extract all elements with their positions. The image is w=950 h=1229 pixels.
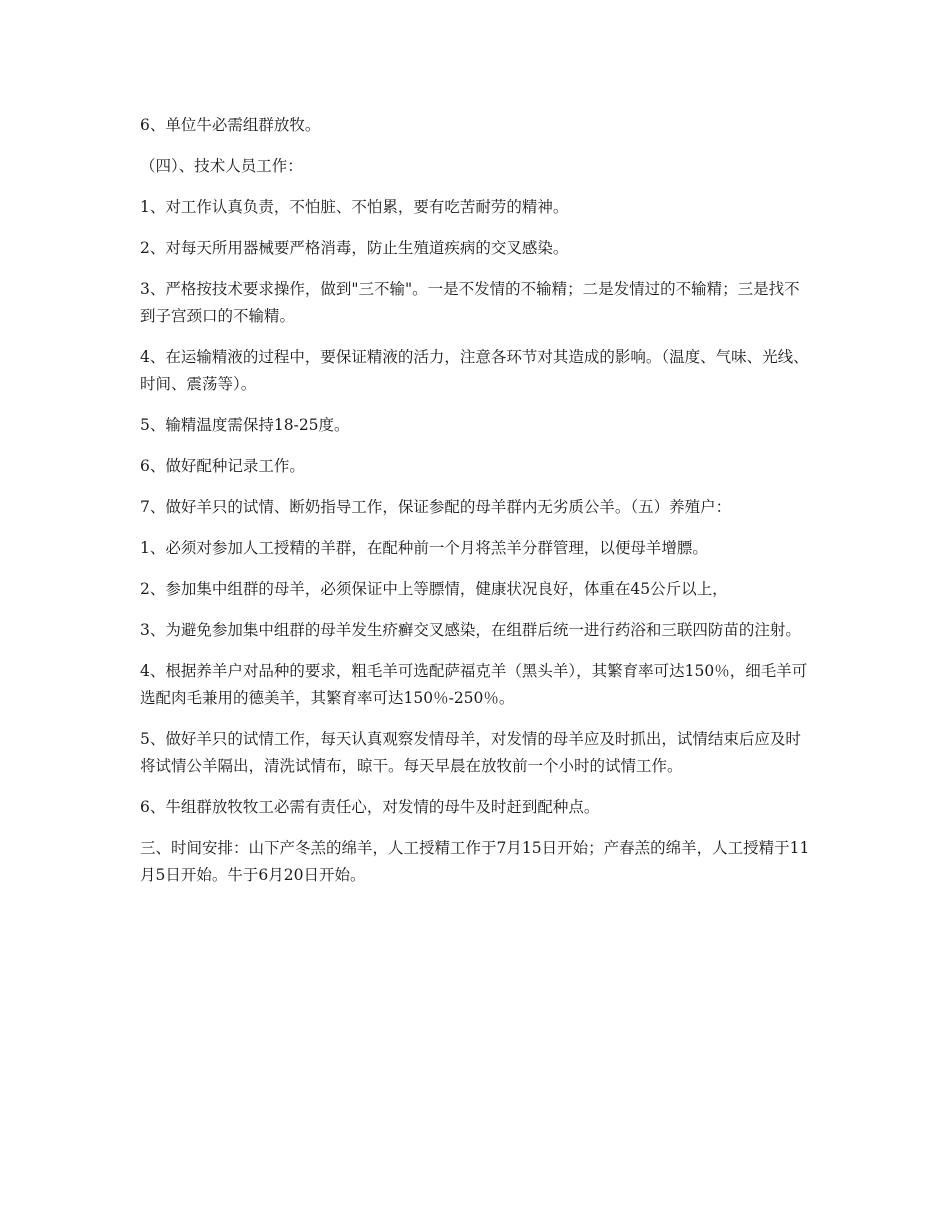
paragraph: 1、对工作认真负责，不怕脏、不怕累，要有吃苦耐劳的精神。 — [140, 198, 569, 216]
paragraph: 4、根据养羊户对品种的要求，粗毛羊可选配萨福克羊（黑头羊），其繁育率可达150％，细毛羊可选配肉毛兼用的德美羊，其繁育率可达150％-250％。 — [140, 662, 808, 707]
paragraph: 5、做好羊只的试情工作，每天认真观察发情母羊，对发情的母羊应及时抓出，试情结束后应及时将试情公羊隔出，清洗试情布，晾干。每天早晨在放牧前一个小时的试情工作。 — [140, 730, 801, 775]
paragraph: 3、为避免参加集中组群的母羊发生疥癣交叉感染，在组群后统一进行药浴和三联四防苗的注射。 — [140, 621, 801, 639]
paragraph: 2、参加集中组群的母羊，必须保证中上等膘情，健康状况良好，体重在45公斤以上， — [140, 580, 728, 598]
paragraph: 4、在运输精液的过程中，要保证精液的活力，注意各环节对其造成的影响。（温度、气味、光线、时间、震荡等）。 — [140, 348, 809, 393]
paragraph: 6、牛组群放牧牧工必需有责任心，对发情的母牛及时赶到配种点。 — [140, 798, 600, 816]
paragraph: 1、必须对参加人工授精的羊群，在配种前一个月将羔羊分群管理，以便母羊增膘。 — [140, 539, 708, 557]
section-heading: （四）、技术人员工作： — [140, 157, 303, 175]
paragraph: 2、对每天所用器械要严格消毒，防止生殖道疾病的交叉感染。 — [140, 239, 569, 257]
paragraph: 三、时间安排：山下产冬羔的绵羊，人工授精工作于7月15日开始；产春羔的绵羊，人工授精于11月5日开始。牛于6月20日开始。 — [140, 839, 810, 884]
paragraph: 3、严格按技术要求操作，做到"三不输"。一是不发情的不输精；二是发情过的不输精；三是找不到子宫颈口的不输精。 — [140, 280, 800, 325]
document-page — [140, 112, 812, 903]
paragraph: 7、做好羊只的试情、断奶指导工作，保证参配的母羊群内无劣质公羊。（五）养殖户： — [140, 498, 732, 516]
paragraph: 6、单位牛必需组群放牧。 — [140, 116, 321, 134]
paragraph: 6、做好配种记录工作。 — [140, 457, 305, 475]
paragraph: 5、输精温度需保持18-25度。 — [140, 416, 350, 434]
